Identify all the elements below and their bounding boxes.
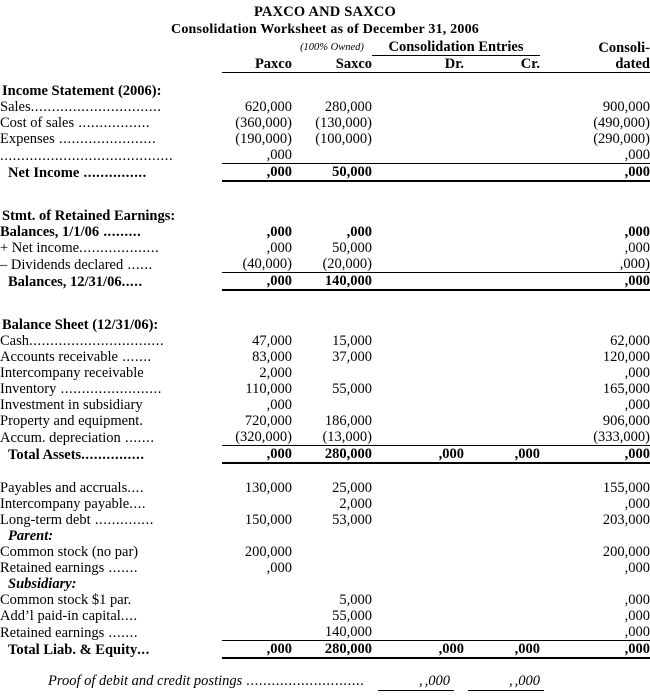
cell-dr bbox=[372, 608, 464, 624]
cell-paxco bbox=[222, 608, 292, 624]
cell-paxco: 47,000 bbox=[252, 333, 292, 349]
row-label: – Dividends declared ...... bbox=[0, 256, 153, 273]
cell-consolidated: (333,000) bbox=[540, 429, 650, 446]
cell-consolidated: ,000 bbox=[540, 641, 650, 659]
table-row bbox=[0, 397, 650, 413]
cell-saxco: 140,000 bbox=[292, 273, 372, 291]
cell-cr bbox=[464, 480, 540, 496]
column-header-consolidated: dated bbox=[540, 56, 650, 73]
table-row bbox=[0, 592, 650, 608]
cell-paxco: ,000 bbox=[266, 560, 292, 576]
cell-dr bbox=[372, 480, 464, 496]
leader-dots: ....... bbox=[104, 624, 139, 641]
cell-cr bbox=[464, 624, 540, 641]
leader-dots: ....... bbox=[117, 349, 152, 365]
row-label: Subsidiary: bbox=[8, 576, 77, 592]
total-row bbox=[0, 641, 650, 659]
table-row bbox=[0, 240, 650, 256]
cell-cr bbox=[464, 99, 540, 115]
cell-consolidated: 200,000 bbox=[602, 544, 650, 560]
cell-dr bbox=[372, 365, 464, 381]
leader-dots: ..... bbox=[121, 274, 143, 290]
row-label: Investment in subsidiary bbox=[0, 397, 143, 413]
table-body bbox=[0, 73, 650, 659]
cell-consolidated: ,000 bbox=[540, 147, 650, 164]
cell-consolidated: 155,000 bbox=[602, 480, 650, 496]
cell-paxco: ,000 bbox=[222, 147, 292, 164]
section-heading-fill bbox=[222, 198, 650, 224]
consolidation-entries-header: Consolidation Entries bbox=[372, 39, 540, 56]
row-label: Expenses ....................... bbox=[0, 131, 157, 147]
section-heading-row bbox=[0, 198, 650, 224]
cell-dr bbox=[372, 147, 464, 164]
cell-paxco: (360,000) bbox=[235, 115, 292, 131]
leader-dots: .... bbox=[120, 608, 138, 624]
table-row bbox=[0, 131, 650, 147]
cell-paxco: 720,000 bbox=[244, 413, 292, 429]
cell-dr bbox=[372, 99, 464, 115]
leader-dots: ........................ bbox=[56, 381, 162, 397]
leader-dots: ............................... bbox=[30, 99, 162, 115]
cell-paxco bbox=[222, 624, 292, 641]
row-label: Total Assets............... bbox=[8, 447, 145, 463]
header-spacer bbox=[0, 39, 222, 56]
cell-saxco: 280,000 bbox=[292, 641, 372, 659]
cell-cr bbox=[464, 256, 540, 273]
leader-dots: ....................... bbox=[54, 131, 157, 147]
cell-saxco: 140,000 bbox=[292, 624, 372, 641]
cell-paxco: ,000 bbox=[222, 446, 292, 464]
row-label: + Net income................... bbox=[0, 240, 160, 256]
table-row bbox=[0, 496, 650, 512]
table-row bbox=[0, 99, 650, 115]
cell-cr bbox=[464, 512, 540, 528]
page-subtitle: Consolidation Worksheet as of December 31, 2006 bbox=[171, 22, 479, 37]
cell-cr bbox=[464, 273, 540, 291]
cell-paxco: 130,000 bbox=[244, 480, 292, 496]
cell-saxco bbox=[292, 147, 372, 164]
cell-cr bbox=[464, 413, 540, 429]
document-titles bbox=[0, 0, 650, 39]
row-label: Total Liab. & Equity... bbox=[8, 642, 150, 658]
cell-saxco: 280,000 bbox=[292, 446, 372, 464]
cell-dr bbox=[372, 413, 464, 429]
cell-paxco bbox=[222, 592, 292, 608]
table-row bbox=[0, 256, 650, 273]
cell-saxco bbox=[292, 544, 372, 560]
cell-saxco: 55,000 bbox=[332, 608, 372, 624]
row-label: Parent: bbox=[8, 528, 54, 544]
cell-saxco: 186,000 bbox=[324, 413, 372, 429]
leader-dots: ......................................... bbox=[0, 147, 174, 164]
cell-saxco: ,000 bbox=[346, 224, 372, 240]
section-heading: Stmt. of Retained Earnings: bbox=[2, 208, 176, 224]
cell-cr bbox=[464, 147, 540, 164]
leader-dots: ............... bbox=[81, 447, 145, 463]
cell-consolidated: ,000 bbox=[540, 624, 650, 641]
cell-cr bbox=[464, 131, 540, 147]
table-row bbox=[0, 333, 650, 349]
cell-paxco: (320,000) bbox=[222, 429, 292, 446]
cell-cr bbox=[464, 115, 540, 131]
cell-consolidated: ,000 bbox=[624, 224, 650, 240]
row-label: Common stock $1 par. bbox=[0, 592, 132, 608]
cell-consolidated: 900,000 bbox=[602, 99, 650, 115]
row-label: Accounts receivable ....... bbox=[0, 349, 152, 365]
row-label: Retained earnings ....... bbox=[0, 624, 139, 641]
cell-dr bbox=[372, 224, 464, 240]
cell-cr bbox=[464, 365, 540, 381]
cell-saxco: 2,000 bbox=[339, 496, 372, 512]
cell-consolidated: ,000) bbox=[540, 256, 650, 273]
section-heading: Income Statement (2006): bbox=[2, 83, 162, 99]
cell-dr bbox=[372, 624, 464, 641]
subheading-fill bbox=[222, 576, 650, 592]
table-row bbox=[0, 147, 650, 164]
leader-dots: .... bbox=[127, 480, 145, 496]
cell-cr bbox=[464, 240, 540, 256]
row-label: Sales............................... bbox=[0, 99, 162, 115]
total-row bbox=[0, 446, 650, 464]
cell-paxco: ,000 bbox=[222, 641, 292, 659]
cell-consolidated: ,000 bbox=[624, 397, 650, 413]
row-label: Property and equipment. bbox=[0, 413, 143, 429]
leader-dots: ......... bbox=[99, 224, 142, 240]
cell-saxco: (130,000) bbox=[315, 115, 372, 131]
cell-saxco: 280,000 bbox=[324, 99, 372, 115]
row-label: Inventory ........................ bbox=[0, 381, 162, 397]
cell-cr bbox=[464, 349, 540, 365]
cell-saxco: 55,000 bbox=[332, 381, 372, 397]
cell-consolidated: ,000 bbox=[624, 365, 650, 381]
cell-saxco: 25,000 bbox=[332, 480, 372, 496]
cell-cr bbox=[464, 592, 540, 608]
cell-paxco: (190,000) bbox=[235, 131, 292, 147]
section-heading-fill bbox=[222, 73, 650, 100]
cell-dr bbox=[372, 496, 464, 512]
total-row bbox=[0, 164, 650, 182]
table-row bbox=[0, 115, 650, 131]
cell-dr bbox=[372, 256, 464, 273]
row-label: Cash................................ bbox=[0, 333, 165, 349]
leader-dots: ...... bbox=[123, 256, 153, 273]
row-spacer bbox=[0, 181, 650, 198]
column-header-cr: Cr. bbox=[464, 56, 540, 73]
section-heading-row bbox=[0, 307, 650, 333]
cell-dr bbox=[372, 273, 464, 291]
header-spacer-paxco bbox=[222, 39, 292, 56]
cell-saxco: 50,000 bbox=[332, 240, 372, 256]
leader-dots: ................... bbox=[79, 240, 160, 256]
row-label: Long-term debt .............. bbox=[0, 512, 154, 528]
proof-label: Proof of debit and credit postings ............................ bbox=[48, 673, 365, 689]
table-header bbox=[0, 39, 650, 73]
cell-saxco: (20,000) bbox=[292, 256, 372, 273]
cell-consolidated: (290,000) bbox=[593, 131, 650, 147]
leader-dots: ................. bbox=[74, 115, 151, 131]
table-row bbox=[0, 624, 650, 641]
cell-paxco: ,000 bbox=[266, 240, 292, 256]
cell-consolidated: 165,000 bbox=[602, 381, 650, 397]
leader-dots: ................................ bbox=[29, 333, 165, 349]
cell-dr bbox=[372, 512, 464, 528]
cell-saxco: 50,000 bbox=[292, 164, 372, 182]
cell-dr bbox=[372, 429, 464, 446]
cell-consolidated: 120,000 bbox=[602, 349, 650, 365]
cell-cr: ,000 bbox=[464, 446, 540, 464]
table-row bbox=[0, 349, 650, 365]
table-row bbox=[0, 544, 650, 560]
cell-saxco bbox=[292, 397, 372, 413]
subheading-fill bbox=[222, 528, 650, 544]
cell-saxco: 37,000 bbox=[332, 349, 372, 365]
row-label: Balances, 12/31/06..... bbox=[8, 274, 143, 290]
header-row-top bbox=[0, 39, 650, 56]
row-label: Cost of sales ................. bbox=[0, 115, 151, 131]
column-header-saxco: Saxco bbox=[292, 56, 372, 73]
leader-dots: ....... bbox=[104, 560, 139, 576]
row-label: Balances, 1/1/06 ......... bbox=[0, 224, 142, 240]
leader-dots: ....... bbox=[120, 429, 155, 446]
cell-paxco: 110,000 bbox=[245, 381, 292, 397]
leader-dots: .... bbox=[129, 496, 147, 512]
cell-consolidated: ,000 bbox=[624, 592, 650, 608]
total-row bbox=[0, 273, 650, 291]
consolidation-worksheet-table bbox=[0, 39, 650, 659]
cell-paxco: ,000 bbox=[222, 273, 292, 291]
proof-credit-blank: , ,000 bbox=[468, 673, 544, 691]
ownership-note: (100% Owned) bbox=[300, 41, 364, 53]
row-label: Common stock (no par) bbox=[0, 544, 139, 560]
cell-paxco: ,000 bbox=[222, 164, 292, 182]
column-header-dr: Dr. bbox=[372, 56, 464, 73]
cell-cr bbox=[464, 381, 540, 397]
cell-dr bbox=[372, 381, 464, 397]
leader-dots: ... bbox=[137, 642, 150, 658]
cell-paxco: 83,000 bbox=[252, 349, 292, 365]
cell-consolidated: ,000 bbox=[624, 240, 650, 256]
table-row bbox=[0, 224, 650, 240]
cell-saxco: 53,000 bbox=[332, 512, 372, 528]
table-row bbox=[0, 381, 650, 397]
row-label: Accum. depreciation ....... bbox=[0, 429, 155, 446]
cell-dr bbox=[372, 240, 464, 256]
cell-dr: ,000 bbox=[372, 641, 464, 659]
header-spacer-2 bbox=[0, 56, 222, 73]
cell-paxco bbox=[222, 496, 292, 512]
cell-dr bbox=[372, 544, 464, 560]
cell-consolidated: ,000 bbox=[540, 164, 650, 182]
cell-saxco bbox=[292, 560, 372, 576]
leader-dots: .............. bbox=[90, 512, 154, 528]
cell-cr bbox=[464, 544, 540, 560]
row-label bbox=[0, 147, 222, 164]
cell-consolidated: ,000 bbox=[624, 560, 650, 576]
cell-paxco: 150,000 bbox=[244, 512, 292, 528]
cell-saxco: 15,000 bbox=[332, 333, 372, 349]
column-header-paxco: Paxco bbox=[222, 56, 292, 73]
section-heading-fill bbox=[222, 307, 650, 333]
cell-consolidated: (490,000) bbox=[593, 115, 650, 131]
row-spacer bbox=[0, 463, 650, 480]
table-row bbox=[0, 480, 650, 496]
cell-paxco: 620,000 bbox=[244, 99, 292, 115]
cell-consolidated: ,000 bbox=[624, 608, 650, 624]
table-row bbox=[0, 429, 650, 446]
header-row-columns bbox=[0, 56, 650, 73]
cell-paxco: ,000 bbox=[266, 224, 292, 240]
row-label: Net Income ............... bbox=[8, 165, 147, 181]
cell-dr bbox=[372, 592, 464, 608]
subheading-row bbox=[0, 576, 650, 592]
cell-paxco: 2,000 bbox=[259, 365, 292, 381]
cell-consolidated: ,000 bbox=[540, 273, 650, 291]
cell-consolidated: ,000 bbox=[540, 446, 650, 464]
row-label: Payables and accruals.... bbox=[0, 480, 145, 496]
cell-consolidated: 62,000 bbox=[610, 333, 650, 349]
cell-dr bbox=[372, 131, 464, 147]
cell-cr bbox=[464, 496, 540, 512]
row-spacer bbox=[0, 290, 650, 307]
row-label: Add’l paid-in capital.... bbox=[0, 608, 138, 624]
cell-dr: ,000 bbox=[372, 446, 464, 464]
cell-dr bbox=[372, 560, 464, 576]
table-row bbox=[0, 608, 650, 624]
table-row bbox=[0, 512, 650, 528]
cell-consolidated: 906,000 bbox=[602, 413, 650, 429]
cell-cr bbox=[464, 429, 540, 446]
table-row bbox=[0, 413, 650, 429]
consolidated-header-top: Consoli- bbox=[598, 39, 650, 56]
cell-dr bbox=[372, 333, 464, 349]
cell-saxco bbox=[292, 365, 372, 381]
cell-cr bbox=[464, 560, 540, 576]
row-label: Intercompany payable.... bbox=[0, 496, 147, 512]
cell-dr bbox=[372, 397, 464, 413]
cell-dr bbox=[372, 164, 464, 182]
table-row bbox=[0, 560, 650, 576]
cell-saxco: 5,000 bbox=[339, 592, 372, 608]
cell-cr bbox=[464, 224, 540, 240]
proof-debit-blank: , ,000 bbox=[378, 673, 454, 691]
cell-paxco: ,000 bbox=[266, 397, 292, 413]
cell-cr bbox=[464, 608, 540, 624]
leader-dots: ............... bbox=[79, 165, 147, 181]
cell-cr: ,000 bbox=[464, 641, 540, 659]
cell-paxco: 200,000 bbox=[244, 544, 292, 560]
cell-cr bbox=[464, 397, 540, 413]
row-label: Intercompany receivable bbox=[0, 365, 144, 381]
row-label: Retained earnings ....... bbox=[0, 560, 139, 576]
cell-saxco: (13,000) bbox=[292, 429, 372, 446]
cell-consolidated: 203,000 bbox=[602, 512, 650, 528]
cell-cr bbox=[464, 164, 540, 182]
cell-consolidated: ,000 bbox=[624, 496, 650, 512]
page-title: PAXCO AND SAXCO bbox=[253, 4, 397, 20]
cell-dr bbox=[372, 115, 464, 131]
cell-saxco: (100,000) bbox=[315, 131, 372, 147]
cell-dr bbox=[372, 349, 464, 365]
cell-cr bbox=[464, 333, 540, 349]
cell-paxco: (40,000) bbox=[222, 256, 292, 273]
section-heading-row bbox=[0, 73, 650, 100]
table-row bbox=[0, 365, 650, 381]
section-heading: Balance Sheet (12/31/06): bbox=[2, 317, 159, 333]
subheading-row bbox=[0, 528, 650, 544]
